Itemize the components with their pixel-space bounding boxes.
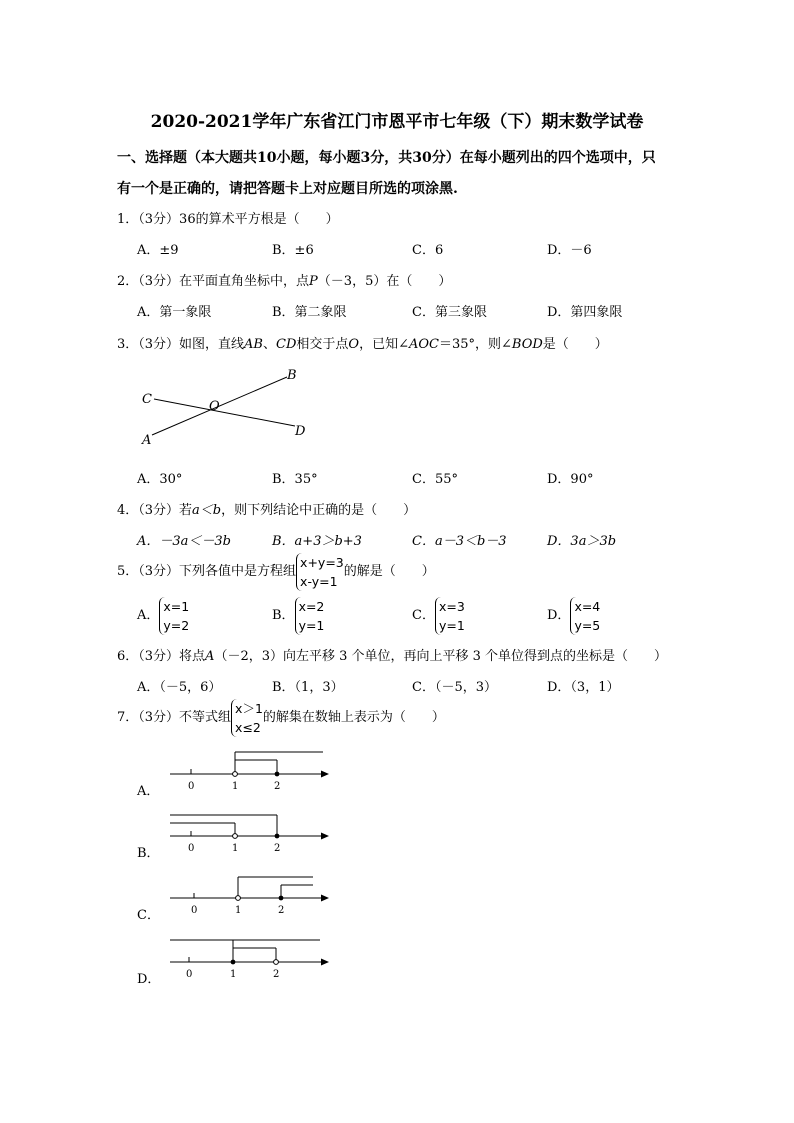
q6-option-c: C．（－5，3） — [412, 680, 497, 695]
svg-text:2: 2 — [278, 905, 285, 916]
question-7-stem: 7．（3分）不等式组x＞1 x≤2的解集在数轴上表示为（ ） — [117, 701, 445, 735]
q6-option-d: D．（3，1） — [547, 680, 620, 695]
q4-option-b: B．a+3＞b+3 — [272, 534, 362, 549]
arrow-icon — [321, 833, 329, 840]
question-5-stem: 5．（3分）下列各值中是方程组x+y=3 x-y=1的解是（ ） — [117, 555, 435, 589]
q1-option-c: C．6 — [412, 243, 444, 258]
q4-option-a: A．－3a＜－3b — [137, 534, 232, 549]
q1-option-a: A．±9 — [137, 243, 179, 258]
svg-text:0: 0 — [191, 905, 198, 916]
q3-option-a: A．30° — [137, 472, 183, 487]
question-1-stem: 1．（3分）36的算术平方根是（ ） — [117, 212, 339, 227]
q1-option-d: D．－6 — [547, 243, 592, 258]
q3-option-b: B．35° — [272, 472, 318, 487]
q3-option-d: D．90° — [547, 472, 594, 487]
label-a: A — [142, 433, 152, 448]
q5-option-a: A．x=1 y=2 — [137, 599, 190, 633]
svg-text:1: 1 — [232, 843, 239, 854]
q1-option-b: B．±6 — [272, 243, 314, 258]
q4-option-c: C．a－3＜b－3 — [412, 534, 507, 549]
q7-option-d-numberline — [165, 933, 335, 983]
q7-option-d-label: D． — [137, 972, 161, 987]
svg-text:1: 1 — [232, 781, 239, 792]
q7-option-a-numberline — [165, 745, 335, 795]
inequality-system: x＞1 x≤2 — [231, 699, 263, 737]
q7-option-a-label: A． — [137, 784, 160, 799]
label-o: O — [209, 399, 220, 414]
q4-option-d: D．3a＞3b — [547, 534, 617, 549]
line-cd — [154, 399, 295, 426]
q2-option-b: B．第二象限 — [272, 305, 347, 320]
section-header-line2: 有一个是正确的，请把答题卡上对应题目所选的项涂黑. — [117, 181, 458, 197]
arrow-icon — [321, 959, 329, 966]
q3-option-c: C．55° — [412, 472, 458, 487]
question-2-stem: 2．（3分）在平面直角坐标中，点P（－3，5）在（ ） — [117, 274, 452, 289]
q7-option-b-numberline — [165, 808, 335, 858]
svg-text:1: 1 — [235, 905, 242, 916]
equation-system: x+y=3 x-y=1 — [296, 553, 344, 591]
q5-option-d: D．x=4 y=5 — [547, 599, 601, 633]
label-d: D — [295, 424, 306, 439]
q7-option-c-numberline — [165, 870, 335, 920]
q5-option-b: B．x=2 y=1 — [272, 599, 325, 633]
q6-option-a: A．（－5，6） — [137, 680, 222, 695]
q2-option-c: C．第三象限 — [412, 305, 487, 320]
arrow-icon — [321, 895, 329, 902]
q2-option-a: A．第一象限 — [137, 305, 212, 320]
question-3-stem: 3．（3分）如图，直线AB、CD相交于点O，已知∠AOC＝35°，则∠BOD是（ ） — [117, 337, 608, 352]
label-c: C — [142, 392, 152, 407]
arrow-icon — [321, 771, 329, 778]
svg-text:1: 1 — [230, 969, 237, 980]
svg-text:0: 0 — [188, 843, 195, 854]
q5-option-c: C．x=3 y=1 — [412, 599, 465, 633]
label-b: B — [287, 368, 297, 383]
intersecting-lines-figure — [130, 362, 320, 452]
svg-text:2: 2 — [274, 781, 281, 792]
question-6-stem: 6．（3分）将点A（－2，3）向左平移 3 个单位，再向上平移 3 个单位得到点的坐标是（ ） — [117, 649, 668, 664]
svg-text:0: 0 — [188, 781, 195, 792]
q6-option-b: B．（1，3） — [272, 680, 344, 695]
page-title: 2020-2021学年广东省江门市恩平市七年级（下）期末数学试卷 — [150, 112, 644, 132]
question-4-stem: 4．（3分）若a＜b，则下列结论中正确的是（ ） — [117, 503, 417, 518]
q2-option-d: D．第四象限 — [547, 305, 623, 320]
q7-option-c-label: C． — [137, 908, 160, 923]
svg-text:2: 2 — [274, 843, 281, 854]
q7-option-b-label: B． — [137, 846, 160, 861]
svg-text:2: 2 — [273, 969, 280, 980]
svg-text:0: 0 — [186, 969, 193, 980]
section-header-line1: 一、选择题（本大题共10小题，每小题3分，共30分）在每小题列出的四个选项中，只 — [117, 150, 656, 166]
